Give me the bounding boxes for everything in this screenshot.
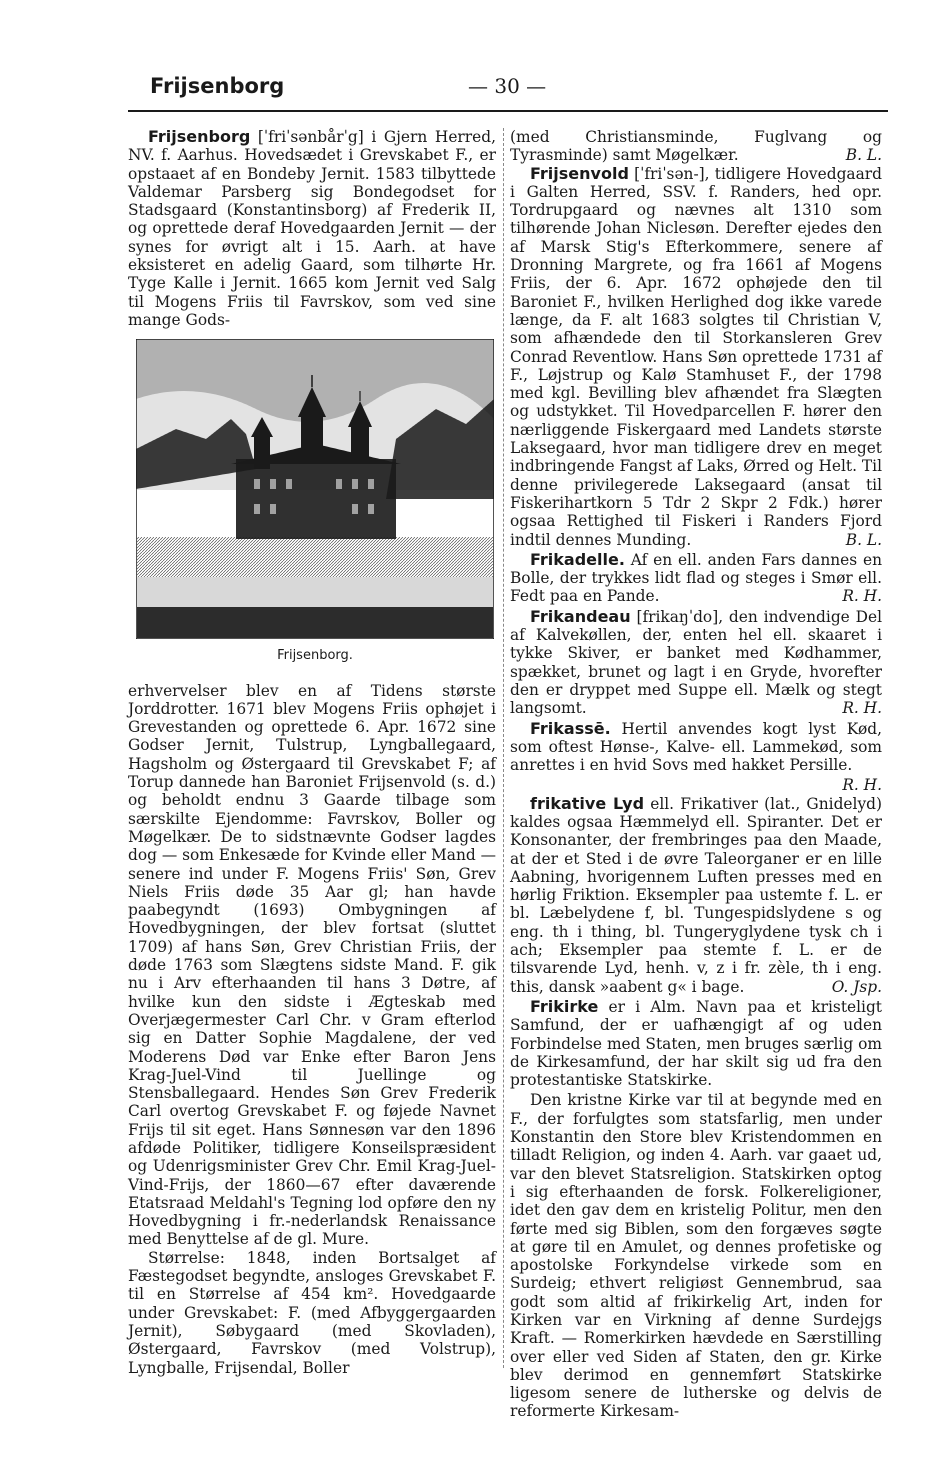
headword: Frijsenborg xyxy=(148,127,251,146)
headword: Frikirke xyxy=(530,996,599,1016)
author-signature: O. Jsp. xyxy=(831,977,882,996)
header-rule xyxy=(128,110,888,112)
headword: Frijsenvold xyxy=(530,163,629,183)
entry-frikadelle xyxy=(510,551,882,606)
entry-frijsenvold xyxy=(510,165,882,549)
entry-text: Hertil anvendes kogt lyst Kød, som oftest Hønse-, Kalve- ell. Lammekød, som anrettes i en hvid Sovs med hakket Persille. xyxy=(510,719,882,775)
entry-frikasse xyxy=(510,720,882,775)
headword: Frikandeau xyxy=(530,606,631,626)
headword: Frikadelle. xyxy=(530,549,625,569)
entry-text: [frikaŋˈdo], den indvendige Del af Kalvekøllen, der, enten hel ell. skaaret i tykke Skiver, er banket med Kødhammer, spækket, brunet og lagt i en Gryde, hvorefter den er dryppet med Suppe ell. Mælk og stegt langsomt. xyxy=(510,607,882,718)
author-signature: R. H. xyxy=(842,699,882,718)
running-title: Frijsenborg xyxy=(150,74,285,98)
entry-frijsenborg xyxy=(128,128,496,329)
entry-text-continued: erhvervelser blev en af Tidens største Jorddrotter. 1671 blev Mogens Friis ophøjet i Grevestanden og oprettede 6. Apr. 1672 sine Godser Jernit, Tulstrup, Lyngballegaard, Hagsholm og Østergaard til Grevskabet F; af Torup dannede han Baroniet Frijsenvold (s. d.) og beholdt endnu 3 Gaarde tilbage som særskilte Ejendomme: Favrskov, Boller og Møgelkær. De to sidstnævnte Godser lagdes dog — som Enkesæde for Kvinde eller Mand — senere ind under F. Mogens Friis' Søn, Grev Niels Friis døde 35 Aar gl; han havde paabegyndt (1693) Ombygningen af Hovedbygningen, der blev fortsat (sluttet 1709) af hans Søn, Grev Christian Friis, der døde 1763 som Slægtens sidste Mand. F. gik nu i Arv efterhaanden til hans 3 Døtre, af hvilke kun den sidste i Ægteskab med Overjægermester Carl Chr. v Gram efterlod sig en Datter Sophie Magdalene, der ved Moderens Død var Enke efter Baron Jens Krag-Juel-Vind til Juellinge og Stensballegaard. Hendes Søn Grev Frederik Carl overtog Grevskabet F. og føjede Navnet Frijs til sit eget. Hans Sønnesøn var den 1896 afdøde Politiker, tidligere Konseilspræsident og Udenrigsminister Grev Chr. Emil Krag-Juel-Vind-Frijs, der 1860—67 efter daværende Etatsraad Meldahl's Tegning lod opføre den ny Hovedbygning i fr.-nederlandsk Renaissance med Benyttelse af de gl. Mure. xyxy=(128,681,496,1249)
entry-text: [ˈfriˈsən-], tidligere Hovedgaard i Galten Herred, SSV. f. Randers, hed opr. Tordrupgaard og nævnes alt 1310 som tilhørende Johan Niclesøn. Derefter ejedes den af Marsk Stig's Efterkommere, senere af Dronning Margrete, og fra 1661 af Mogens Friis, der 6. Apr. 1672 ophøjede den til Baroniet F., hvilken Herlighed dog ikke varede længe, da F. alt 1683 solgtes til Christian V, som afhændede den til Storkansleren Grev Conrad Reventlow. Hans Søn oprettede 1731 af F., Løjstrup og Kalø Stamhuset F., der 1798 med kgl. Bevilling blev afhændet fra Slægten og udstykket. Til Hovedparcellen F. hører den nærliggende Fiskergaard med Landets største Laksegaard, hvor man tidligere drev en meget indbringende Fangst af Laks, Ørred og Helt. Til denne privilegerede Laksegaard (ansat til Fiskerihartkorn 5 Tdr 2 Skpr 2 Fdk.) hører ogsaa Rettighed til Fiskeri i Randers Fjord indtil dennes Munding. xyxy=(510,164,882,549)
castle-engraving xyxy=(136,339,494,639)
entry-frijsenborg-continued xyxy=(510,128,882,165)
entry-text: Af en ell. anden Fars dannes en Bolle, der trykkes lidt flad og steges i Smør ell. Fedt paa en Pande. xyxy=(510,550,882,606)
page-header xyxy=(150,74,890,114)
author-signature: R. H. xyxy=(842,776,882,795)
headword: Frikassē. xyxy=(530,718,611,738)
author-signature: B. L. xyxy=(845,146,882,165)
entry-frikative-lyd xyxy=(510,795,882,996)
author-signature: R. H. xyxy=(842,587,882,606)
right-column xyxy=(510,128,882,1421)
entry-text-size: Størrelse: 1848, inden Bortsalget af Fæstegodset begyndte, ansloges Grevskabet F. til en Størrelse af 454 km². Hovedgaarde under Grevskabet: F. (med Afbyggergaarden Jernit), Søbygaard (med Skovladen), Østergaard, Favrskov (med Volstrup), Lyngballe, Frijsendal, Boller xyxy=(128,1248,496,1377)
author-signature: B. L. xyxy=(845,530,882,549)
left-column xyxy=(128,128,496,1377)
page-number: — 30 — xyxy=(468,74,547,98)
entry-text: (med Christiansminde, Fuglvang og Tyrasminde) samt Møgelkær. xyxy=(510,128,882,165)
headword: frikative Lyd xyxy=(530,793,645,813)
entry-text-continued: Den kristne Kirke var til at begynde med en F., der forfulgtes som statsfarlig, men under Konstantin den Store blev Kristendommen en tilladt Religion, og inden 4. Aarh. var gaaet ud, var den blevet Statsreligion. Statskirken optog i sig efterhaanden de forsk. Folkereligioner, idet den gav dem en kristelig Politur, men den førte med sig Biblen, som den forgæves søgte at gøre til en Amulet, og dennes profetiske og apostolske Forkyndelse virkede som en Surdeig; ethvert religiøst Gennembrud, saa godt som altid af frikirkelig Art, inden for Kirken var en Virkning af denne Surdejgs Kraft. — Romerkirken hævdede en Særstilling over eller ved Siden af Staten, den gr. Kirke blev derimod en gennemført Statskirke ligesom senere de lutherske og delvis de reformerte Kirkesam- xyxy=(510,1091,882,1421)
entry-frikirke xyxy=(510,998,882,1089)
entry-text: [ˈfriˈsənbårˈg] i Gjern Herred, NV. f. Aarhus. Hovedsædet i Grevskabet F., er opstaaet af en Bondeby Jernit. 1583 tilbyttede Valdemar Parsberg sig Bondegodset for Stadsgaard (Konstantinsborg) af Frederik II, og oprettede deraf Hovedgaarden Jernit — der synes for øvrigt alt i 15. Aarh. at have eksisteret en adelig Gaard, som tilhørte Hr. Tyge Kalle i Jernit. 1665 kom Jernit ved Salg til Mogens Friis til Favrskov, som ved sine mange Gods- xyxy=(128,128,496,329)
castle-illustration xyxy=(136,339,494,665)
column-divider xyxy=(503,128,505,1368)
entry-text: ell. Frikativer (lat., Gnidelyd) kaldes ogsaa Hæmmelyd ell. Spiranter. Det er Konsonanter, der frembringes paa den Maade, at der et Sted i de øvre Taleorganer er en lille Aabning, hvorigennem Luften presses med en hørlig Friktion. Eksempler paa ustemte f. L. er bl. Læbelydene f, bl. Tungespidslydene s og eng. th i thing, bl. Tungeryglydene tysk ch i ach; Eksempler paa stemte f. L. er de tilsvarende Lyd, henh. v, z i fr. zèle, th i eng. this, dansk »aabent g« i bage. xyxy=(510,794,882,996)
figure-caption: Frijsenborg. xyxy=(277,648,353,664)
entry-text: er i Alm. Navn paa et kristeligt Samfund, der er uafhængigt af og uden Forbindelse med Staten, men bruges særlig om de Kirkesamfund, der har skilt sig ud fra den protestantiske Statskirke. xyxy=(510,997,882,1090)
entry-frikandeau xyxy=(510,608,882,718)
